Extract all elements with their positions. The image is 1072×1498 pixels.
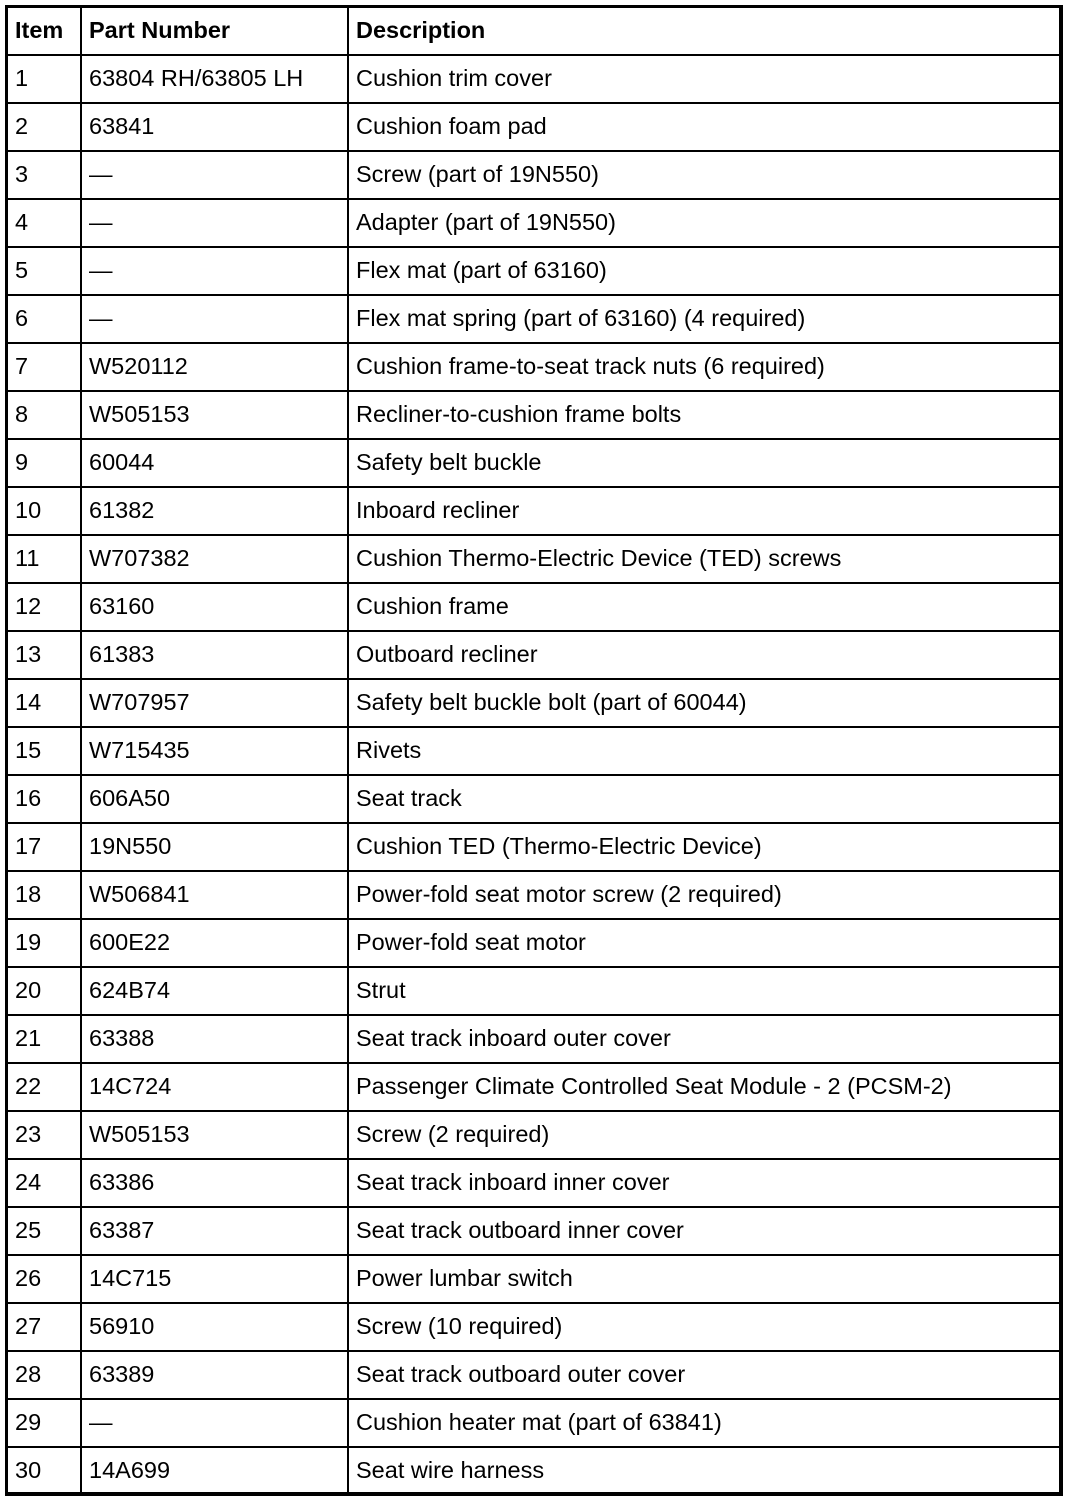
table-row (8, 247, 1059, 295)
cell-part-number: 60044 (81, 439, 348, 487)
cell-description: Screw (2 required) (348, 1111, 1059, 1159)
cell-item: 29 (8, 1399, 81, 1447)
table-row (8, 967, 1059, 1015)
cell-description: Cushion frame (348, 583, 1059, 631)
table-row (8, 775, 1059, 823)
table-row (8, 1063, 1059, 1111)
cell-description: Safety belt buckle bolt (part of 60044) (348, 679, 1059, 727)
cell-part-number: W505153 (81, 1111, 348, 1159)
table-row (8, 1207, 1059, 1255)
cell-description: Passenger Climate Controlled Seat Module - 2 (PCSM-2) (348, 1063, 1059, 1111)
table-row (8, 823, 1059, 871)
cell-part-number: — (81, 199, 348, 247)
cell-description: Power-fold seat motor screw (2 required) (348, 871, 1059, 919)
cell-part-number: 63804 RH/63805 LH (81, 55, 348, 103)
cell-part-number: W715435 (81, 727, 348, 775)
cell-part-number: — (81, 1399, 348, 1447)
cell-part-number: 63386 (81, 1159, 348, 1207)
cell-description: Seat track inboard outer cover (348, 1015, 1059, 1063)
cell-part-number: W520112 (81, 343, 348, 391)
table-row (8, 919, 1059, 967)
cell-description: Seat wire harness (356, 1457, 545, 1484)
column-header-part-number: Part Number (81, 8, 348, 55)
cell-part-number: 63160 (81, 583, 348, 631)
cell-item: 9 (8, 439, 81, 487)
cell-part-number: 19N550 (81, 823, 348, 871)
cell-part-number: 624B74 (81, 967, 348, 1015)
cell-item: 21 (8, 1015, 81, 1063)
cell-description: Outboard recliner (348, 631, 1059, 679)
cell-item: 8 (8, 391, 81, 439)
cell-part-number: 61382 (81, 487, 348, 535)
cell-part-number: 63387 (81, 1207, 348, 1255)
cell-item: 25 (8, 1207, 81, 1255)
table-row (8, 55, 1059, 103)
cell-item: 1 (8, 55, 81, 103)
table-row (8, 391, 1059, 439)
cell-item: 19 (8, 919, 81, 967)
table-row (8, 1351, 1059, 1399)
cell-description: Seat track (348, 775, 1059, 823)
cell-description: Strut (348, 967, 1059, 1015)
cell-description: Cushion Thermo-Electric Device (TED) screws (348, 535, 1059, 583)
cell-description: Screw (10 required) (348, 1303, 1059, 1351)
cell-description: Recliner-to-cushion frame bolts (348, 391, 1059, 439)
table-row (8, 1399, 1059, 1447)
table-row (8, 295, 1059, 343)
cell-part-number: — (81, 151, 348, 199)
cell-item: 16 (8, 775, 81, 823)
table-body (8, 55, 1059, 1494)
table-row (8, 1447, 1059, 1494)
cell-item: 14 (8, 679, 81, 727)
cell-description: Seat track outboard inner cover (348, 1207, 1059, 1255)
cell-part-number: 600E22 (81, 919, 348, 967)
cell-description: Seat track outboard outer cover (348, 1351, 1059, 1399)
cell-part-number: — (81, 295, 348, 343)
cell-part-number: 61383 (81, 631, 348, 679)
cell-description: Inboard recliner (348, 487, 1059, 535)
cell-description: Flex mat spring (part of 63160) (4 required) (348, 295, 1059, 343)
cell-item: 10 (8, 487, 81, 535)
table-row (8, 103, 1059, 151)
cell-description: Screw (part of 19N550) (348, 151, 1059, 199)
cell-item: 27 (8, 1303, 81, 1351)
cell-item: 22 (8, 1063, 81, 1111)
table-header-row (8, 8, 1059, 55)
cell-description: Flex mat (part of 63160) (348, 247, 1059, 295)
cell-description: Power lumbar switch (348, 1255, 1059, 1303)
table-row (8, 535, 1059, 583)
cell-part-number: 14A699 (81, 1447, 348, 1494)
table-row (8, 1015, 1059, 1063)
cell-item: 5 (8, 247, 81, 295)
table-row (8, 871, 1059, 919)
cell-part-number: W506841 (81, 871, 348, 919)
cell-item: 7 (8, 343, 81, 391)
cell-description: Safety belt buckle (348, 439, 1059, 487)
table-row (8, 1303, 1059, 1351)
table-row (8, 1159, 1059, 1207)
cell-description: Rivets (348, 727, 1059, 775)
cell-description: Cushion frame-to-seat track nuts (6 required) (348, 343, 1059, 391)
cell-description: Cushion foam pad (348, 103, 1059, 151)
cell-description: Cushion trim cover (348, 55, 1059, 103)
cell-item: 13 (8, 631, 81, 679)
cell-item: 30 (8, 1447, 81, 1494)
table-row (8, 487, 1059, 535)
cell-item: 20 (8, 967, 81, 1015)
cell-part-number: 606A50 (81, 775, 348, 823)
cell-description: Adapter (part of 19N550) (348, 199, 1059, 247)
table-row (8, 151, 1059, 199)
cell-item: 18 (8, 871, 81, 919)
cell-part-number: — (81, 247, 348, 295)
cell-part-number: W707382 (81, 535, 348, 583)
cell-item: 11 (8, 535, 81, 583)
parts-table-frame (5, 5, 1063, 1496)
column-header-item: Item (8, 8, 81, 55)
cell-part-number: 14C715 (81, 1255, 348, 1303)
cell-item: 6 (8, 295, 81, 343)
cell-item: 3 (8, 151, 81, 199)
cell-item: 17 (8, 823, 81, 871)
table-row (8, 343, 1059, 391)
cell-part-number: 63389 (81, 1351, 348, 1399)
cell-item: 4 (8, 199, 81, 247)
cell-part-number: W505153 (81, 391, 348, 439)
table-row (8, 583, 1059, 631)
cell-description: Cushion TED (Thermo-Electric Device) (348, 823, 1059, 871)
cell-description: Seat track inboard inner cover (348, 1159, 1059, 1207)
column-header-description: Description (348, 8, 1059, 55)
table-row (8, 727, 1059, 775)
cell-item: 12 (8, 583, 81, 631)
table-row (8, 439, 1059, 487)
table-row (8, 199, 1059, 247)
table-row (8, 1111, 1059, 1159)
cell-part-number: 63388 (81, 1015, 348, 1063)
cell-description: Cushion heater mat (part of 63841) (348, 1399, 1059, 1447)
cell-item: 24 (8, 1159, 81, 1207)
cell-item: 15 (8, 727, 81, 775)
cell-item: 2 (8, 103, 81, 151)
cell-part-number: 14C724 (81, 1063, 348, 1111)
table-row (8, 1255, 1059, 1303)
cell-item: 26 (8, 1255, 81, 1303)
table-row (8, 631, 1059, 679)
cell-item: 28 (8, 1351, 81, 1399)
parts-table (8, 8, 1059, 1494)
cell-part-number: 56910 (81, 1303, 348, 1351)
table-row (8, 679, 1059, 727)
cell-part-number: 63841 (81, 103, 348, 151)
cell-part-number: W707957 (81, 679, 348, 727)
cell-description: Power-fold seat motor (348, 919, 1059, 967)
cell-item: 23 (8, 1111, 81, 1159)
